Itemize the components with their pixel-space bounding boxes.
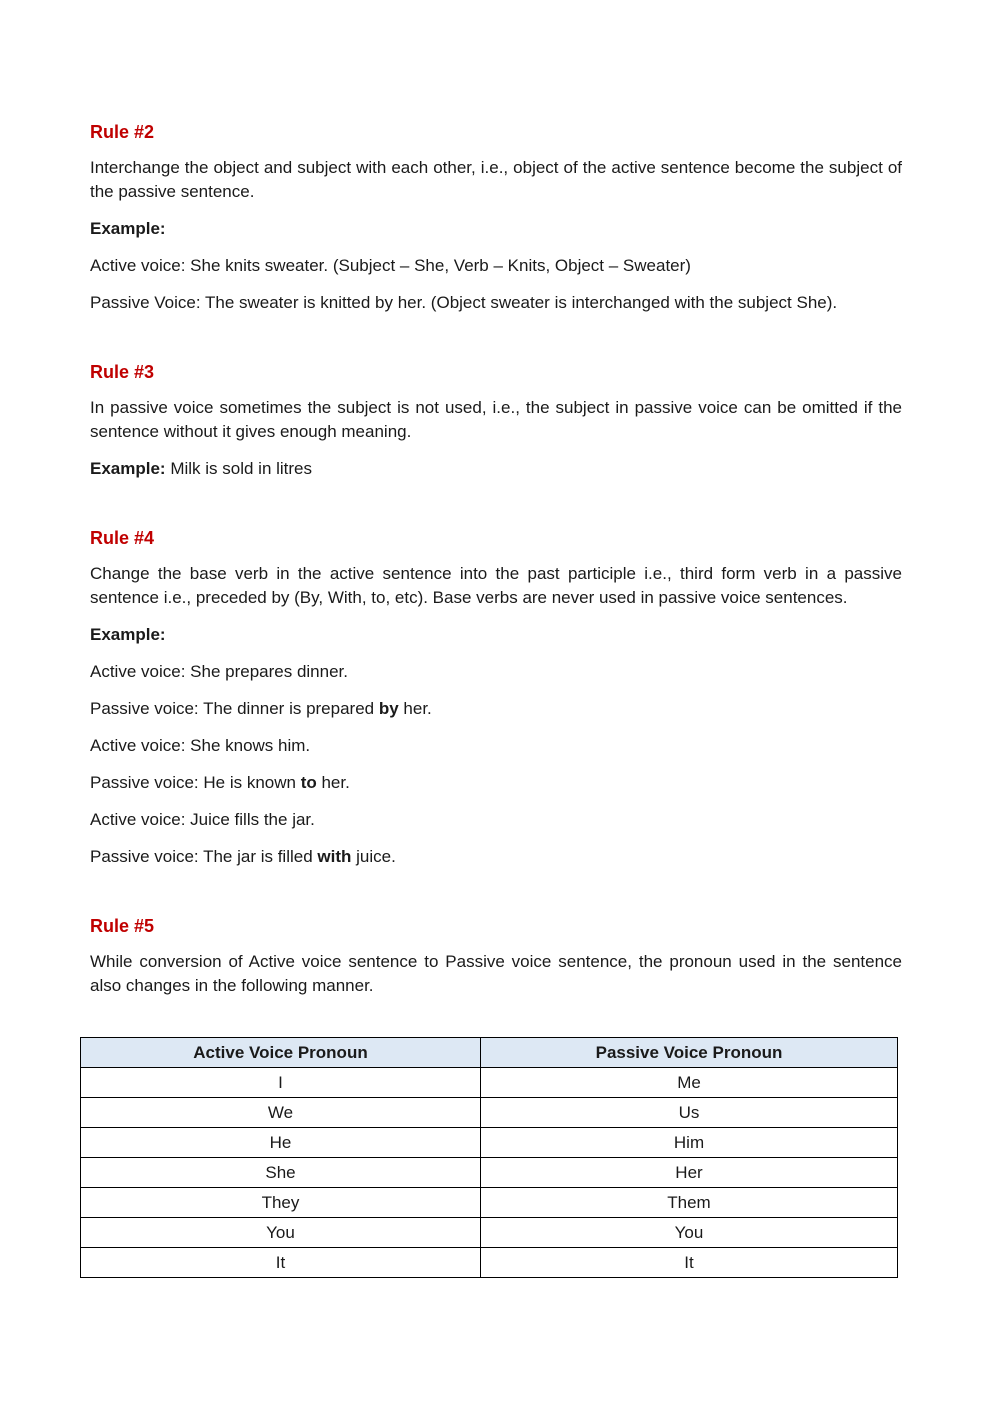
table-header-active: Active Voice Pronoun bbox=[81, 1038, 481, 1068]
rule-2-example-label: Example: bbox=[90, 219, 166, 238]
rule-4-example-label: Example: bbox=[90, 625, 166, 644]
rule-4-active-3: Active voice: Juice fills the jar. bbox=[90, 810, 315, 829]
passive-pronoun-cell: Me bbox=[481, 1068, 898, 1098]
rule-3-title: Rule #3 bbox=[90, 362, 155, 382]
rule-4-passive-2: Passive voice: He is known to her. bbox=[90, 773, 350, 792]
rule-4-section bbox=[90, 526, 902, 869]
passive-pronoun-cell: You bbox=[481, 1218, 898, 1248]
active-pronoun-cell: It bbox=[81, 1248, 481, 1278]
passive-pronoun-cell: It bbox=[481, 1248, 898, 1278]
rule-3-description: In passive voice sometimes the subject is not used, i.e., the subject in passive voice can be omitted if the sentence without it gives enough meaning. bbox=[90, 398, 902, 441]
active-pronoun-cell: She bbox=[81, 1158, 481, 1188]
active-pronoun-cell: You bbox=[81, 1218, 481, 1248]
rule-4-active-2: Active voice: She knows him. bbox=[90, 736, 311, 755]
rule-2-active-example: Active voice: She knits sweater. (Subject – She, Verb – Knits, Object – Sweater) bbox=[90, 256, 691, 275]
active-pronoun-cell: They bbox=[81, 1188, 481, 1218]
rule-4-passive-3: Passive voice: The jar is filled with juice. bbox=[90, 847, 396, 866]
rule-3-example bbox=[90, 457, 902, 481]
rule-5-title: Rule #5 bbox=[90, 916, 155, 936]
rule-4-active-1: Active voice: She prepares dinner. bbox=[90, 662, 348, 681]
table-row bbox=[81, 1098, 898, 1128]
active-pronoun-cell: He bbox=[81, 1128, 481, 1158]
rule-2-section bbox=[90, 120, 902, 315]
table-row bbox=[81, 1128, 898, 1158]
rule-3-example-text: Milk is sold in litres bbox=[165, 459, 313, 478]
table-header-row bbox=[81, 1038, 898, 1068]
table-row bbox=[81, 1218, 898, 1248]
passive-pronoun-cell: Us bbox=[481, 1098, 898, 1128]
rule-4-passive-1: Passive voice: The dinner is prepared by her. bbox=[90, 699, 432, 718]
rule-2-description: Interchange the object and subject with each other, i.e., object of the active sentence become the subject of the passive sentence. bbox=[90, 158, 902, 201]
table-row bbox=[81, 1158, 898, 1188]
rule-3-section bbox=[90, 360, 902, 481]
passive-pronoun-cell: Him bbox=[481, 1128, 898, 1158]
rule-2-passive-example: Passive Voice: The sweater is knitted by her. (Object sweater is interchanged with the subject She). bbox=[90, 293, 838, 312]
rule-5-description: While conversion of Active voice sentence to Passive voice sentence, the pronoun used in the sentence also changes in the following manner. bbox=[90, 952, 902, 995]
table-header-passive: Passive Voice Pronoun bbox=[481, 1038, 898, 1068]
pronoun-table bbox=[80, 1037, 898, 1278]
table-row bbox=[81, 1188, 898, 1218]
rule-4-title: Rule #4 bbox=[90, 528, 155, 548]
document-page bbox=[90, 120, 902, 1011]
rule-3-example-label: Example: bbox=[90, 459, 166, 478]
rule-2-title: Rule #2 bbox=[90, 122, 155, 142]
rule-4-description: Change the base verb in the active sentence into the past participle i.e., third form verb in a passive sentence i.e., preceded by (By, With, to, etc). Base verbs are never used in passive voice sentences. bbox=[90, 564, 902, 607]
rule-5-section bbox=[90, 914, 902, 998]
passive-pronoun-cell: Them bbox=[481, 1188, 898, 1218]
table-row bbox=[81, 1248, 898, 1278]
table-row bbox=[81, 1068, 898, 1098]
passive-pronoun-cell: Her bbox=[481, 1158, 898, 1188]
active-pronoun-cell: I bbox=[81, 1068, 481, 1098]
active-pronoun-cell: We bbox=[81, 1098, 481, 1128]
